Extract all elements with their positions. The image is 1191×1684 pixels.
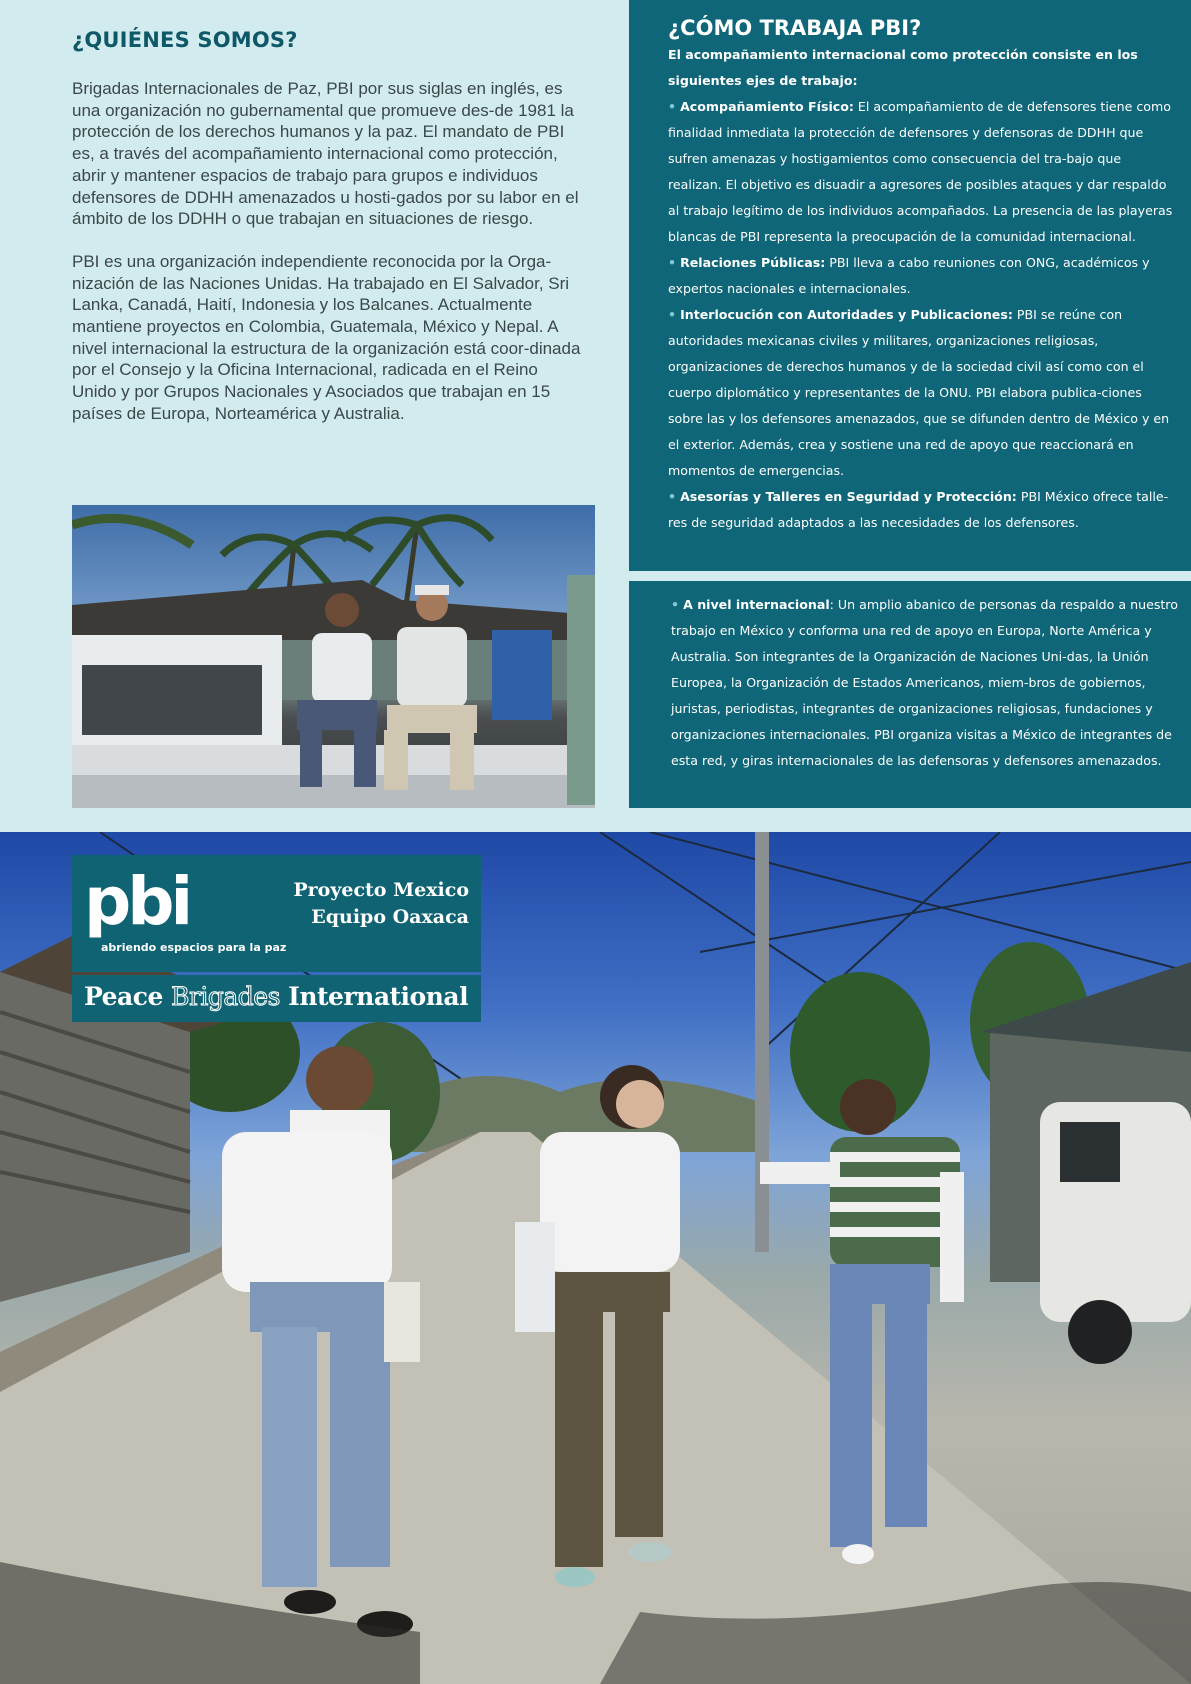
- organization-name-part-2: Brigades: [171, 982, 280, 1011]
- work-item-text: PBI se reúne con autoridades mexicanas civiles y militares, organizaciones religiosas, organizaciones de derechos humanos y de la sociedad civil así como con el cuerpo diplomático y representantes de la ONU. PBI elabora publica-ciones sobre las y los defensores amenazados, que se difunden dentro de México y en el exterior. Además, crea y sostiene una red de apoyo que reaccionará en momentos de emergencias.: [668, 307, 1170, 478]
- who-we-are-section: [72, 28, 582, 446]
- organization-name-part-1: Peace: [84, 982, 172, 1011]
- work-item-physical-accompaniment: [668, 94, 1178, 250]
- bullet-icon: •: [668, 307, 677, 322]
- pbi-logo-block: [72, 855, 481, 972]
- pbi-logo-tagline: abriendo espacios para la paz: [101, 941, 287, 954]
- work-item-label: Relaciones Públicas:: [680, 255, 826, 270]
- who-we-are-title: ¿QUIÉNES SOMOS?: [72, 28, 298, 52]
- bullet-icon: •: [671, 597, 680, 612]
- organization-name-bar: [72, 975, 481, 1022]
- work-item-text: : Un amplio abanico de personas da respaldo a nuestro trabajo en México y conforma una red de apoyo en Europa, Norte América y Australia. Son integrantes de la Organización de Naciones Uni-das, la Unión Europea, la Organización de Estados Americanos, miem-bros de gobiernos, juristas, periodistas, integrantes de organizaciones religiosas, fundaciones y organizaciones internacionales. PBI organiza visitas a México de integrantes de esta red, y giras internacionales de las defensoras y defensores amenazados.: [671, 597, 1178, 768]
- international-level-section: [629, 581, 1191, 808]
- work-item-international: [671, 592, 1181, 774]
- bullet-icon: •: [668, 489, 677, 504]
- international-level-body: [671, 592, 1181, 774]
- bullet-icon: •: [668, 255, 677, 270]
- how-pbi-works-body: [668, 42, 1178, 536]
- work-item-text: El acompañamiento de de defensores tiene como finalidad inmediata la protección de defensores y defensoras de DDHH que sufren amenazas y hostigamientos como consecuencia del tra-bajo que realizan. El objetivo es disuadir a agresores de posibles ataques y dar respaldo al trabajo legítimo de los individuos acompañados. La presencia de las playeras blancas de PBI representa la preocupación de la comunidad internacional.: [668, 99, 1173, 244]
- project-line-1: Proyecto Mexico: [293, 879, 469, 901]
- photo-volunteers-truck: [72, 505, 595, 808]
- work-item-authorities-publications: [668, 302, 1178, 484]
- pbi-logo-mark: pbi: [84, 863, 190, 940]
- project-line-2: Equipo Oaxaca: [311, 906, 469, 928]
- who-we-are-paragraph-1: Brigadas Internacionales de Paz, PBI por sus siglas en inglés, es una organización no gubernamental que promueve des-de 1981 la protección de los derechos humanos y la paz. El mandato de PBI es, a través del acompañamiento internacional como protección, abrir y mantener espacios de trabajo para grupos e individuos defensores de DDHH amenazados u hosti-gados por su labor en el ámbito de los DDHH o que trabajan en situaciones de riesgo.: [72, 79, 579, 229]
- how-pbi-works-title: ¿CÓMO TRABAJA PBI?: [668, 16, 922, 40]
- bullet-icon: •: [668, 99, 677, 114]
- how-pbi-works-section: [629, 0, 1191, 571]
- work-item-label: Asesorías y Talleres en Seguridad y Protección:: [680, 489, 1017, 504]
- work-item-public-relations: [668, 250, 1178, 302]
- photo-volunteers-truck-image: [72, 505, 595, 808]
- work-item-security-workshops: [668, 484, 1178, 536]
- who-we-are-paragraph-2: PBI es una organización independiente reconocida por la Orga-nización de las Naciones Unidas. Ha trabajado en El Salvador, Sri Lanka, Canadá, Haití, Indonesia y los Balcanes. Actualmente mantiene proyectos en Colombia, Guatemala, México y Nepal. A nivel internacional la estructura de la organización está coor-dinada por el Consejo y la Oficina Internacional, radicada en el Reino Unido y por Grupos Nacionales y Asociados que trabajan en 15 países de Europa, Norteamérica y Australia.: [72, 251, 581, 423]
- work-item-label: Acompañamiento Físico:: [680, 99, 854, 114]
- how-pbi-works-intro: El acompañamiento internacional como protección consiste en los siguientes ejes de trabajo:: [668, 47, 1138, 88]
- work-item-label: A nivel internacional: [683, 597, 830, 612]
- work-item-label: Interlocución con Autoridades y Publicaciones:: [680, 307, 1013, 322]
- project-name: [293, 877, 469, 931]
- work-item-text: PBI México ofrece talle-res de seguridad adaptados a las necesidades de los defensores.: [668, 489, 1169, 530]
- organization-name: [84, 982, 468, 1011]
- organization-name-part-3: International: [279, 982, 469, 1011]
- work-item-text: PBI lleva a cabo reuniones con ONG, académicos y expertos nacionales e internacionales.: [668, 255, 1150, 296]
